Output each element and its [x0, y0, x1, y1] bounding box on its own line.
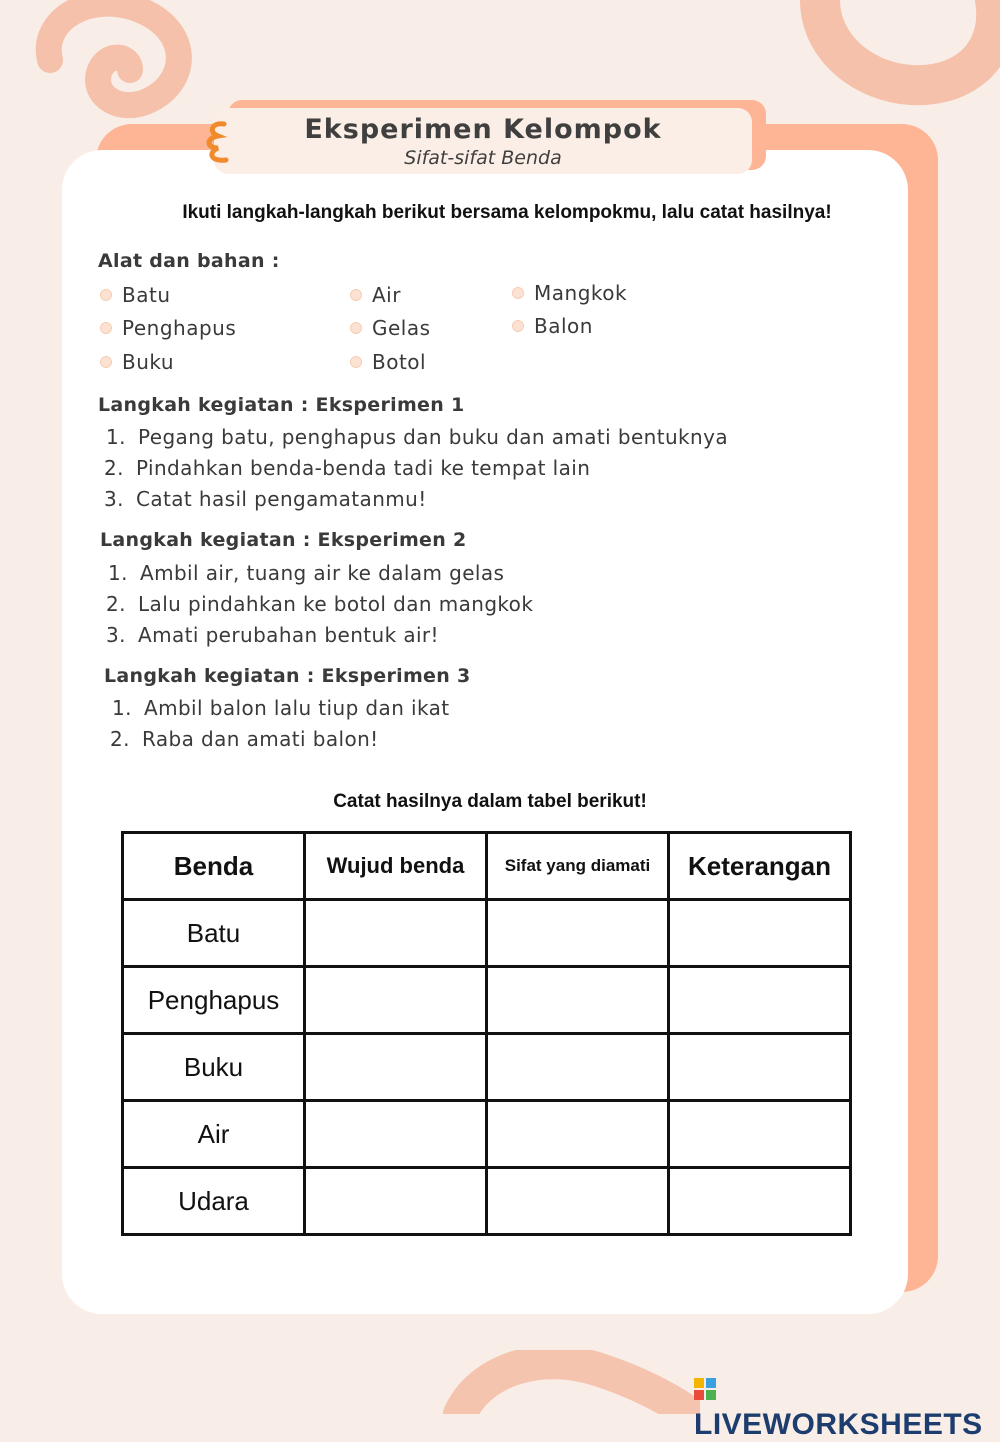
- experiment-2-step: 2. Lalu pindahkan ke botol dan mangkok: [106, 592, 534, 616]
- brand-text: LIVEWORKSHEETS: [694, 1408, 983, 1441]
- answer-cell[interactable]: [305, 900, 487, 967]
- material-item: Batu: [100, 283, 171, 307]
- material-item: Balon: [512, 314, 593, 338]
- table-header-row: [123, 833, 851, 900]
- answer-cell[interactable]: [305, 1034, 487, 1101]
- column-header: Sifat yang diamati: [487, 833, 669, 900]
- material-item: Air: [350, 283, 401, 307]
- page-title: Eksperimen Kelompok: [304, 114, 662, 145]
- table-row: [123, 1101, 851, 1168]
- experiment-3-step: 1. Ambil balon lalu tiup dan ikat: [112, 696, 450, 720]
- experiment-2-step: 1. Ambil air, tuang air ke dalam gelas: [108, 561, 505, 585]
- swirl-decoration-top-right-icon: [800, 0, 1000, 120]
- answer-cell[interactable]: [669, 1101, 851, 1168]
- table-row: [123, 900, 851, 967]
- table-caption: Catat hasilnya dalam tabel berikut!: [333, 791, 647, 812]
- experiment-1-step: 1. Pegang batu, penghapus dan buku dan amati bentuknya: [106, 425, 728, 449]
- column-header: Wujud benda: [305, 833, 487, 900]
- experiment-1-step: 3. Catat hasil pengamatanmu!: [104, 487, 427, 511]
- instruction-text: Ikuti langkah-langkah berikut bersama kelompokmu, lalu catat hasilnya!: [182, 202, 832, 223]
- experiment-2-heading: Langkah kegiatan : Eksperimen 2: [100, 529, 467, 551]
- swirl-decoration-bottom-icon: [440, 1350, 700, 1414]
- answer-cell[interactable]: [487, 967, 669, 1034]
- answer-cell[interactable]: [487, 900, 669, 967]
- answer-cell[interactable]: [669, 1034, 851, 1101]
- page-subtitle: Sifat-sifat Benda: [404, 147, 562, 169]
- experiment-2-step: 3. Amati perubahan bentuk air!: [106, 623, 439, 647]
- swirl-decoration-top-left-icon: [30, 0, 200, 130]
- answer-cell[interactable]: [305, 1101, 487, 1168]
- answer-cell[interactable]: [669, 967, 851, 1034]
- answer-cell[interactable]: [305, 1168, 487, 1235]
- results-table: [121, 831, 852, 1236]
- row-label: Batu: [123, 900, 305, 967]
- answer-cell[interactable]: [669, 1168, 851, 1235]
- answer-cell[interactable]: [669, 900, 851, 967]
- table-row: [123, 1034, 851, 1101]
- answer-cell[interactable]: [487, 1101, 669, 1168]
- material-item: Gelas: [350, 316, 431, 340]
- column-header: Benda: [123, 833, 305, 900]
- squiggle-icon: [200, 118, 234, 166]
- material-item: Buku: [100, 350, 174, 374]
- material-item: Mangkok: [512, 281, 627, 305]
- column-header: Keterangan: [669, 833, 851, 900]
- table-row: [123, 967, 851, 1034]
- experiment-3-heading: Langkah kegiatan : Eksperimen 3: [104, 665, 471, 687]
- material-item: Botol: [350, 350, 426, 374]
- liveworksheets-logo[interactable]: [694, 1374, 1000, 1442]
- answer-cell[interactable]: [487, 1168, 669, 1235]
- answer-cell[interactable]: [305, 967, 487, 1034]
- experiment-3-step: 2. Raba dan amati balon!: [110, 727, 379, 751]
- row-label: Penghapus: [123, 967, 305, 1034]
- row-label: Udara: [123, 1168, 305, 1235]
- row-label: Buku: [123, 1034, 305, 1101]
- title-tab: [214, 108, 752, 174]
- materials-heading: Alat dan bahan :: [98, 250, 280, 272]
- material-item: Penghapus: [100, 316, 236, 340]
- answer-cell[interactable]: [487, 1034, 669, 1101]
- table-row: [123, 1168, 851, 1235]
- row-label: Air: [123, 1101, 305, 1168]
- liveworksheets-logo-icon: [694, 1378, 716, 1400]
- experiment-1-step: 2. Pindahkan benda-benda tadi ke tempat lain: [104, 456, 591, 480]
- experiment-1-heading: Langkah kegiatan : Eksperimen 1: [98, 394, 465, 416]
